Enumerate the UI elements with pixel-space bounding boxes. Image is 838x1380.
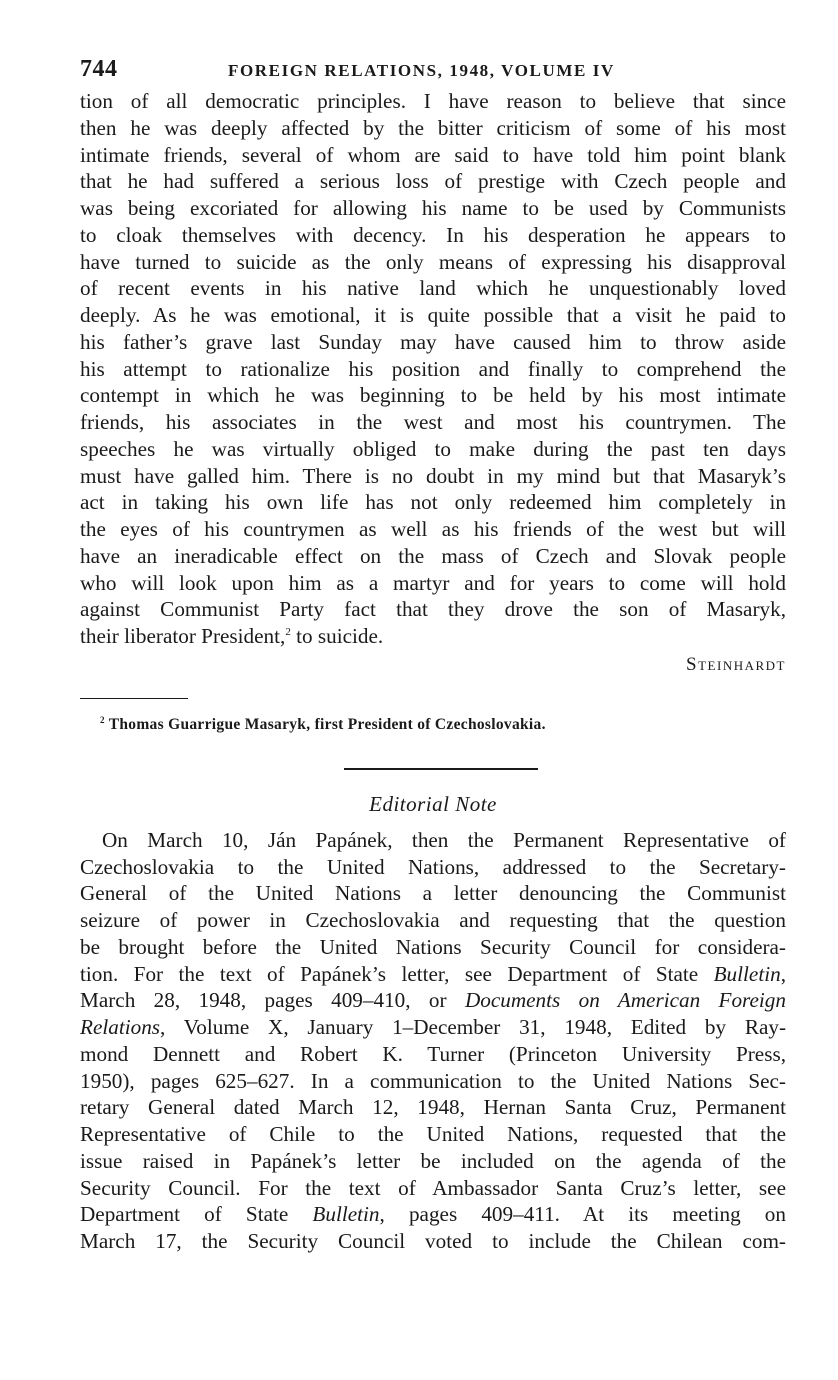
editorial-line (80, 1201, 786, 1228)
letter-body (80, 88, 786, 650)
editorial-text: seizure of power in Czechoslovakia and requesting that the question (80, 908, 786, 932)
editorial-line (80, 1041, 786, 1068)
letter-line: speeches he was virtually obliged to make during the past ten days (80, 436, 786, 461)
page (80, 52, 786, 1255)
editorial-text: Czechoslovakia to the United Nations, addressed to the Secretary- (80, 854, 786, 879)
footnote-reference: 2 (285, 626, 291, 638)
editorial-italic-text: Bulletin (312, 1202, 380, 1227)
editorial-line (80, 1148, 786, 1175)
letter-line: friends, his associates in the west and most his countrymen. The (80, 410, 786, 434)
editorial-text: , (780, 961, 786, 986)
editorial-text: issue raised in Papánek’s letter be included on the agenda of the (80, 1148, 786, 1173)
editorial-text: March 28, 1948, pages 409–410, or (80, 988, 465, 1013)
editorial-line (80, 1094, 786, 1121)
letter-line: contempt in which he was beginning to be held by his most intimate (80, 383, 786, 408)
editorial-line (80, 1068, 786, 1095)
letter-line: was being excoriated for allowing his name to be used by Communists (80, 196, 786, 220)
letter-line-text: to suicide. (290, 624, 384, 648)
footnote-rule (80, 698, 188, 699)
letter-line: that he had suffered a serious loss of prestige with Czech people and (80, 169, 786, 194)
signature: Steinhardt (686, 653, 786, 675)
letter-line: against Communist Party fact that they drove the son of Masaryk, (80, 597, 786, 622)
letter-line: to cloak themselves with decency. In his desperation he appears to (80, 222, 786, 247)
editorial-line (80, 854, 786, 881)
editorial-line (80, 934, 786, 961)
letter-line: his father’s grave last Sunday may have caused him to throw aside (80, 329, 786, 354)
editorial-text: , pages 409–411. At its meeting on (379, 1202, 786, 1227)
editorial-line (80, 1228, 786, 1255)
editorial-text: retary General dated March 12, 1948, Hernan Santa Cruz, Permanent (80, 1095, 786, 1120)
footnote-text: Thomas Guarrigue Masaryk, first President of Czechoslovakia. (108, 715, 546, 733)
editorial-line (80, 1121, 786, 1148)
footnote (100, 715, 786, 734)
letter-line (80, 623, 786, 650)
letter-line: deeply. As he was emotional, it is quite possible that a visit he paid to (80, 303, 786, 327)
letter-line: intimate friends, several of whom are said to have told him point blank (80, 142, 786, 167)
editorial-text: Security Council. For the text of Ambassador Santa Cruz’s letter, see (80, 1175, 786, 1200)
letter-line: his attempt to rationalize his position and finally to comprehend the (80, 356, 786, 381)
editorial-line (80, 907, 786, 934)
editorial-italic-text: Relations (80, 1015, 161, 1039)
editorial-italic-text: Bulletin (713, 961, 781, 986)
running-head (80, 52, 786, 88)
letter-line: have an ineradicable effect on the mass of Czech and Slovak people (80, 543, 786, 568)
footnote-marker: 2 (100, 714, 105, 725)
editorial-line (80, 1175, 786, 1202)
editorial-note-body (80, 827, 786, 1255)
editorial-text: Representative of Chile to the United Nations, requested that the (80, 1122, 786, 1146)
letter-line: then he was deeply affected by the bitter criticism of some of his most (80, 115, 786, 140)
editorial-text: General of the United Nations a letter denouncing the Communist (80, 881, 786, 906)
letter-line: tion of all democratic principles. I have reason to believe that since (80, 89, 786, 113)
editorial-text: be brought before the United Nations Security Council for considera- (80, 934, 786, 959)
section-divider (344, 768, 538, 770)
editorial-text: On March 10, Ján Papánek, then the Permanent Representative of (102, 827, 786, 852)
editorial-note-title: Editorial Note (369, 791, 497, 816)
editorial-italic-text: Documents on American Foreign (464, 988, 786, 1013)
letter-line-text: their liberator President, (80, 624, 286, 648)
editorial-text: , Volume X, January 1–December 31, 1948, Edited by Ray- (160, 1015, 786, 1039)
editorial-line (80, 1014, 786, 1041)
editorial-text: tion. For the text of Papánek’s letter, see Department of State (80, 961, 714, 986)
editorial-line (80, 880, 786, 907)
editorial-line (80, 987, 786, 1014)
editorial-text: Department of State (80, 1202, 313, 1227)
letter-line: must have galled him. There is no doubt in my mind but that Masaryk’s (80, 463, 786, 488)
letter-line: have turned to suicide as the only means of expressing his disapproval (80, 249, 786, 274)
editorial-text: mond Dennett and Robert K. Turner (Princeton University Press, (80, 1041, 786, 1066)
page-number: 744 (80, 56, 118, 82)
letter-line: of recent events in his native land which he unquestionably loved (80, 276, 786, 301)
editorial-line (80, 961, 786, 988)
editorial-line (80, 827, 786, 854)
running-head-title: FOREIGN RELATIONS, 1948, VOLUME IV (228, 61, 615, 80)
letter-line: the eyes of his countrymen as well as his friends of the west but will (80, 517, 786, 541)
editorial-text: 1950), pages 625–627. In a communication to the United Nations Sec- (80, 1068, 786, 1093)
editorial-text: March 17, the Security Council voted to include the Chilean com- (80, 1229, 786, 1253)
letter-line: who will look upon him as a martyr and for years to come will hold (80, 570, 786, 595)
letter-line: act in taking his own life has not only redeemed him completely in (80, 490, 786, 515)
